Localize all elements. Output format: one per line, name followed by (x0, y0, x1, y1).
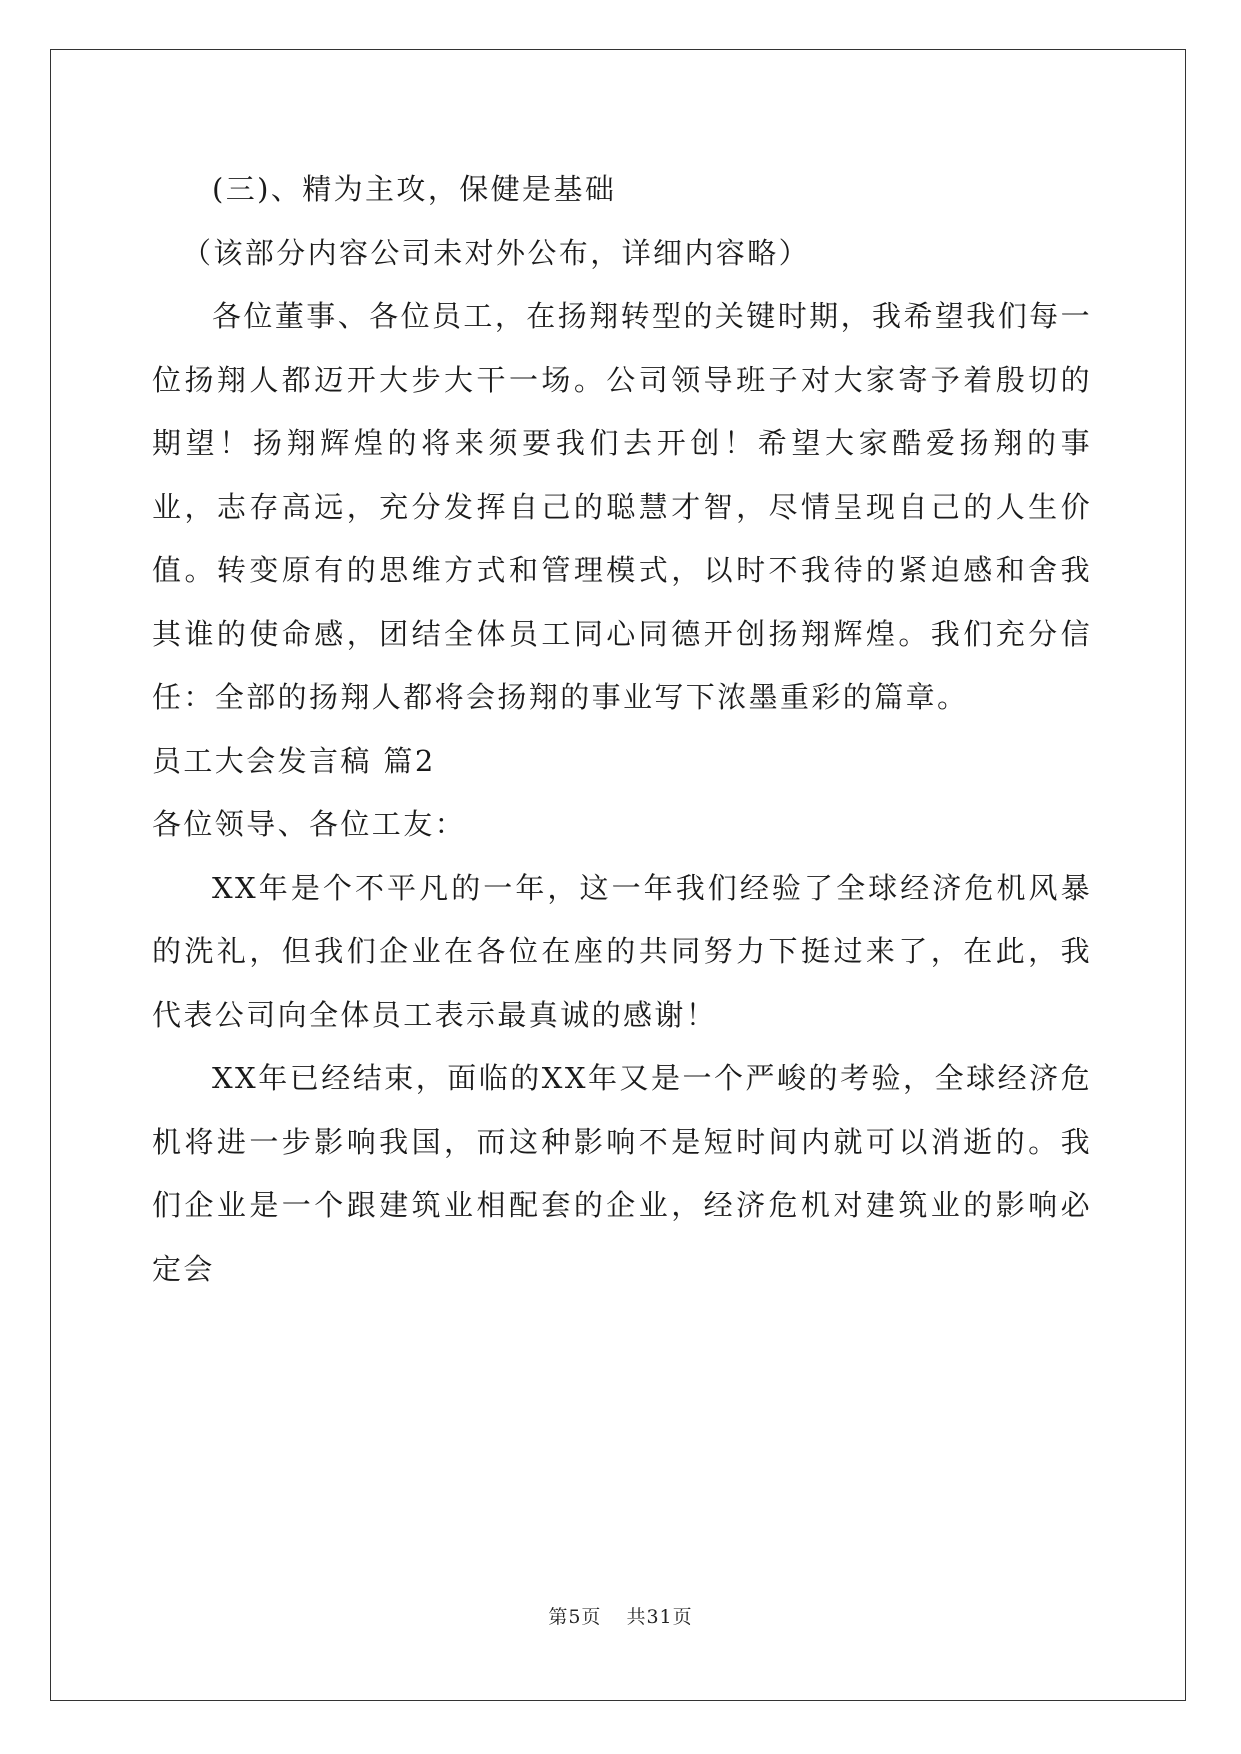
page-number: 第5页 (548, 1606, 602, 1628)
body-paragraph: XX年是个不平凡的一年，这一年我们经验了全球经济危机风暴的洗礼，但我们企业在各位在座的共同努力下挺过来了，在此，我代表公司向全体员工表示最真诚的感谢！ (152, 870, 1092, 1032)
document-body (152, 158, 1092, 1301)
salutation: 各位领导、各位工友： (152, 807, 467, 841)
section-heading: (三)、精为主攻，保健是基础 (212, 172, 617, 206)
omitted-content-note: （该部分内容公司未对外公布，详细内容略） (182, 235, 811, 270)
article-title: 员工大会发言稿 篇2 (152, 743, 436, 778)
body-paragraph: XX年已经结束，面临的XX年又是一个严峻的考验，全球经济危机将进一步影响我国，而这种影响不是短时间内就可以消逝的。我们企业是一个跟建筑业相配套的企业，经济危机对建筑业的影响必定会 (152, 1061, 1092, 1286)
body-paragraph: 各位董事、各位员工，在扬翔转型的关键时期，我希望我们每一位扬翔人都迈开大步大干一场。公司领导班子对大家寄予着殷切的期望！扬翔辉煌的将来须要我们去开创！希望大家酷爱扬翔的事业，志存高远，充分发挥自己的聪慧才智，尽情呈现自己的人生价值。转变原有的思维方式和管理模式，以时不我待的紧迫感和舍我其谁的使命感，团结全体员工同心同德开创扬翔辉煌。我们充分信任：全部的扬翔人都将会扬翔的事业写下浓墨重彩的篇章。 (152, 299, 1092, 714)
total-pages: 共31页 (626, 1606, 693, 1628)
page-footer (0, 1602, 1241, 1629)
